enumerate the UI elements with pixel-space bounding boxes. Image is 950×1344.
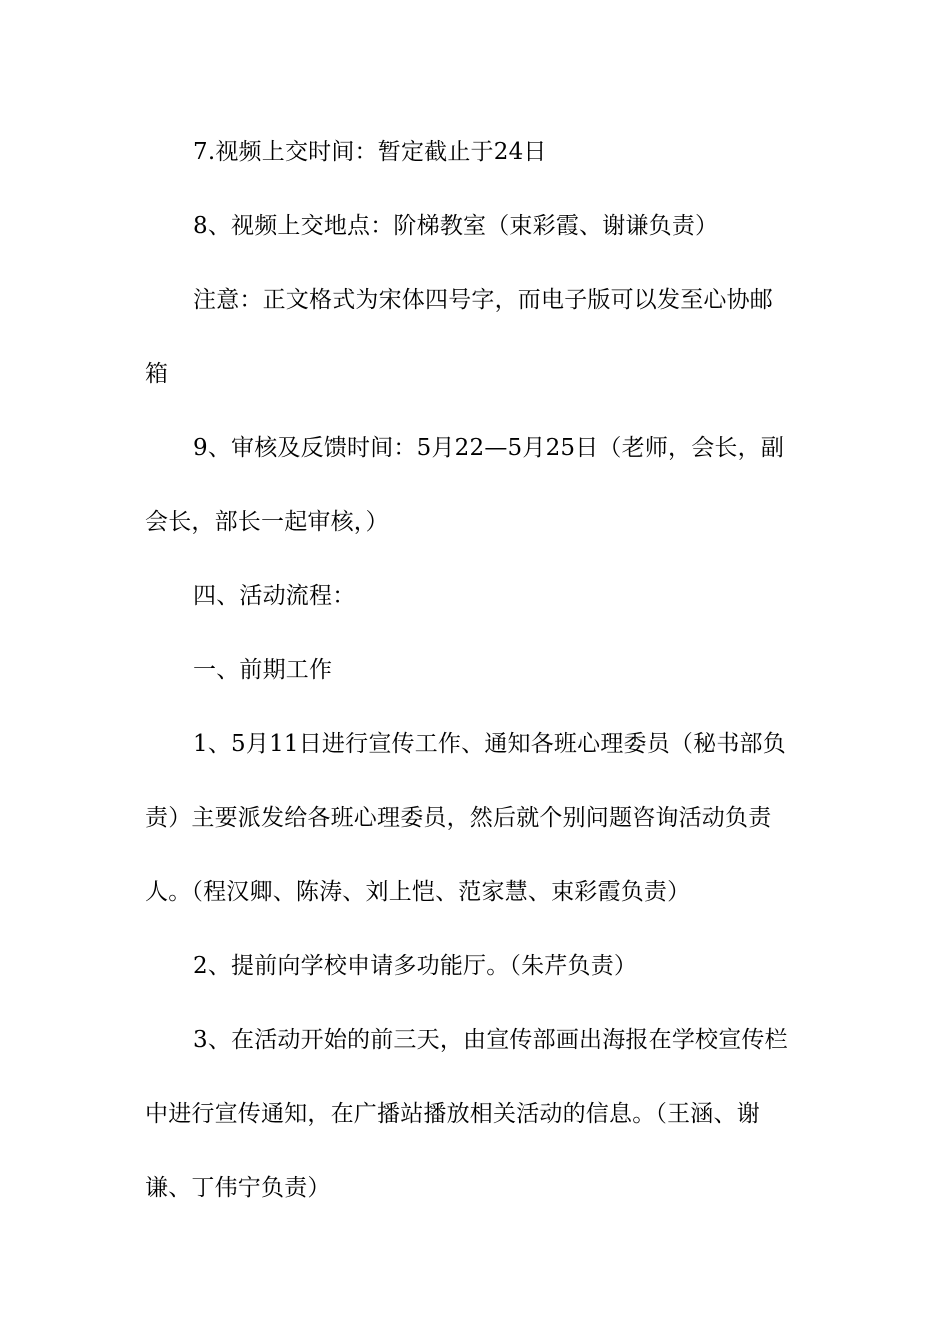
step-3-line-2: 中进行宣传通知，在广播站播放相关活动的信息。（王涵、谢 xyxy=(145,1101,760,1127)
note-format-line-2: 箱 xyxy=(145,361,169,387)
step-3-line-1: 3、在活动开始的前三天，由宣传部画出海报在学校宣传栏 xyxy=(193,1027,788,1053)
note-format-line-1: 注意：正文格式为宋体四号字，而电子版可以发至心协邮 xyxy=(193,287,773,313)
step-1-line-3: 人。（程汉卿、陈涛、刘上恺、范家慧、束彩霞负责） xyxy=(145,879,691,905)
subsection-1-heading: 一、前期工作 xyxy=(193,657,333,683)
step-1-line-1: 1、5月11日进行宣传工作、通知各班心理委员（秘书部负 xyxy=(193,731,786,757)
section-4-heading: 四、活动流程： xyxy=(193,583,356,609)
item-9-review-line-1: 9、审核及反馈时间：5月22—5月25日（老师，会长，副 xyxy=(193,435,785,461)
item-9-review-line-2: 会长，部长一起审核，） xyxy=(145,509,389,535)
item-7-video-deadline: 7.视频上交时间：暂定截止于24日 xyxy=(193,139,547,165)
step-2-line-1: 2、提前向学校申请多功能厅。（朱芹负责） xyxy=(193,953,638,979)
item-8-video-location: 8、视频上交地点：阶梯教室（束彩霞、谢谦负责） xyxy=(193,213,719,239)
step-3-line-3: 谦、丁伟宁负责） xyxy=(145,1175,331,1201)
step-1-line-2: 责）主要派发给各班心理委员，然后就个别问题咨询活动负责 xyxy=(145,805,772,831)
